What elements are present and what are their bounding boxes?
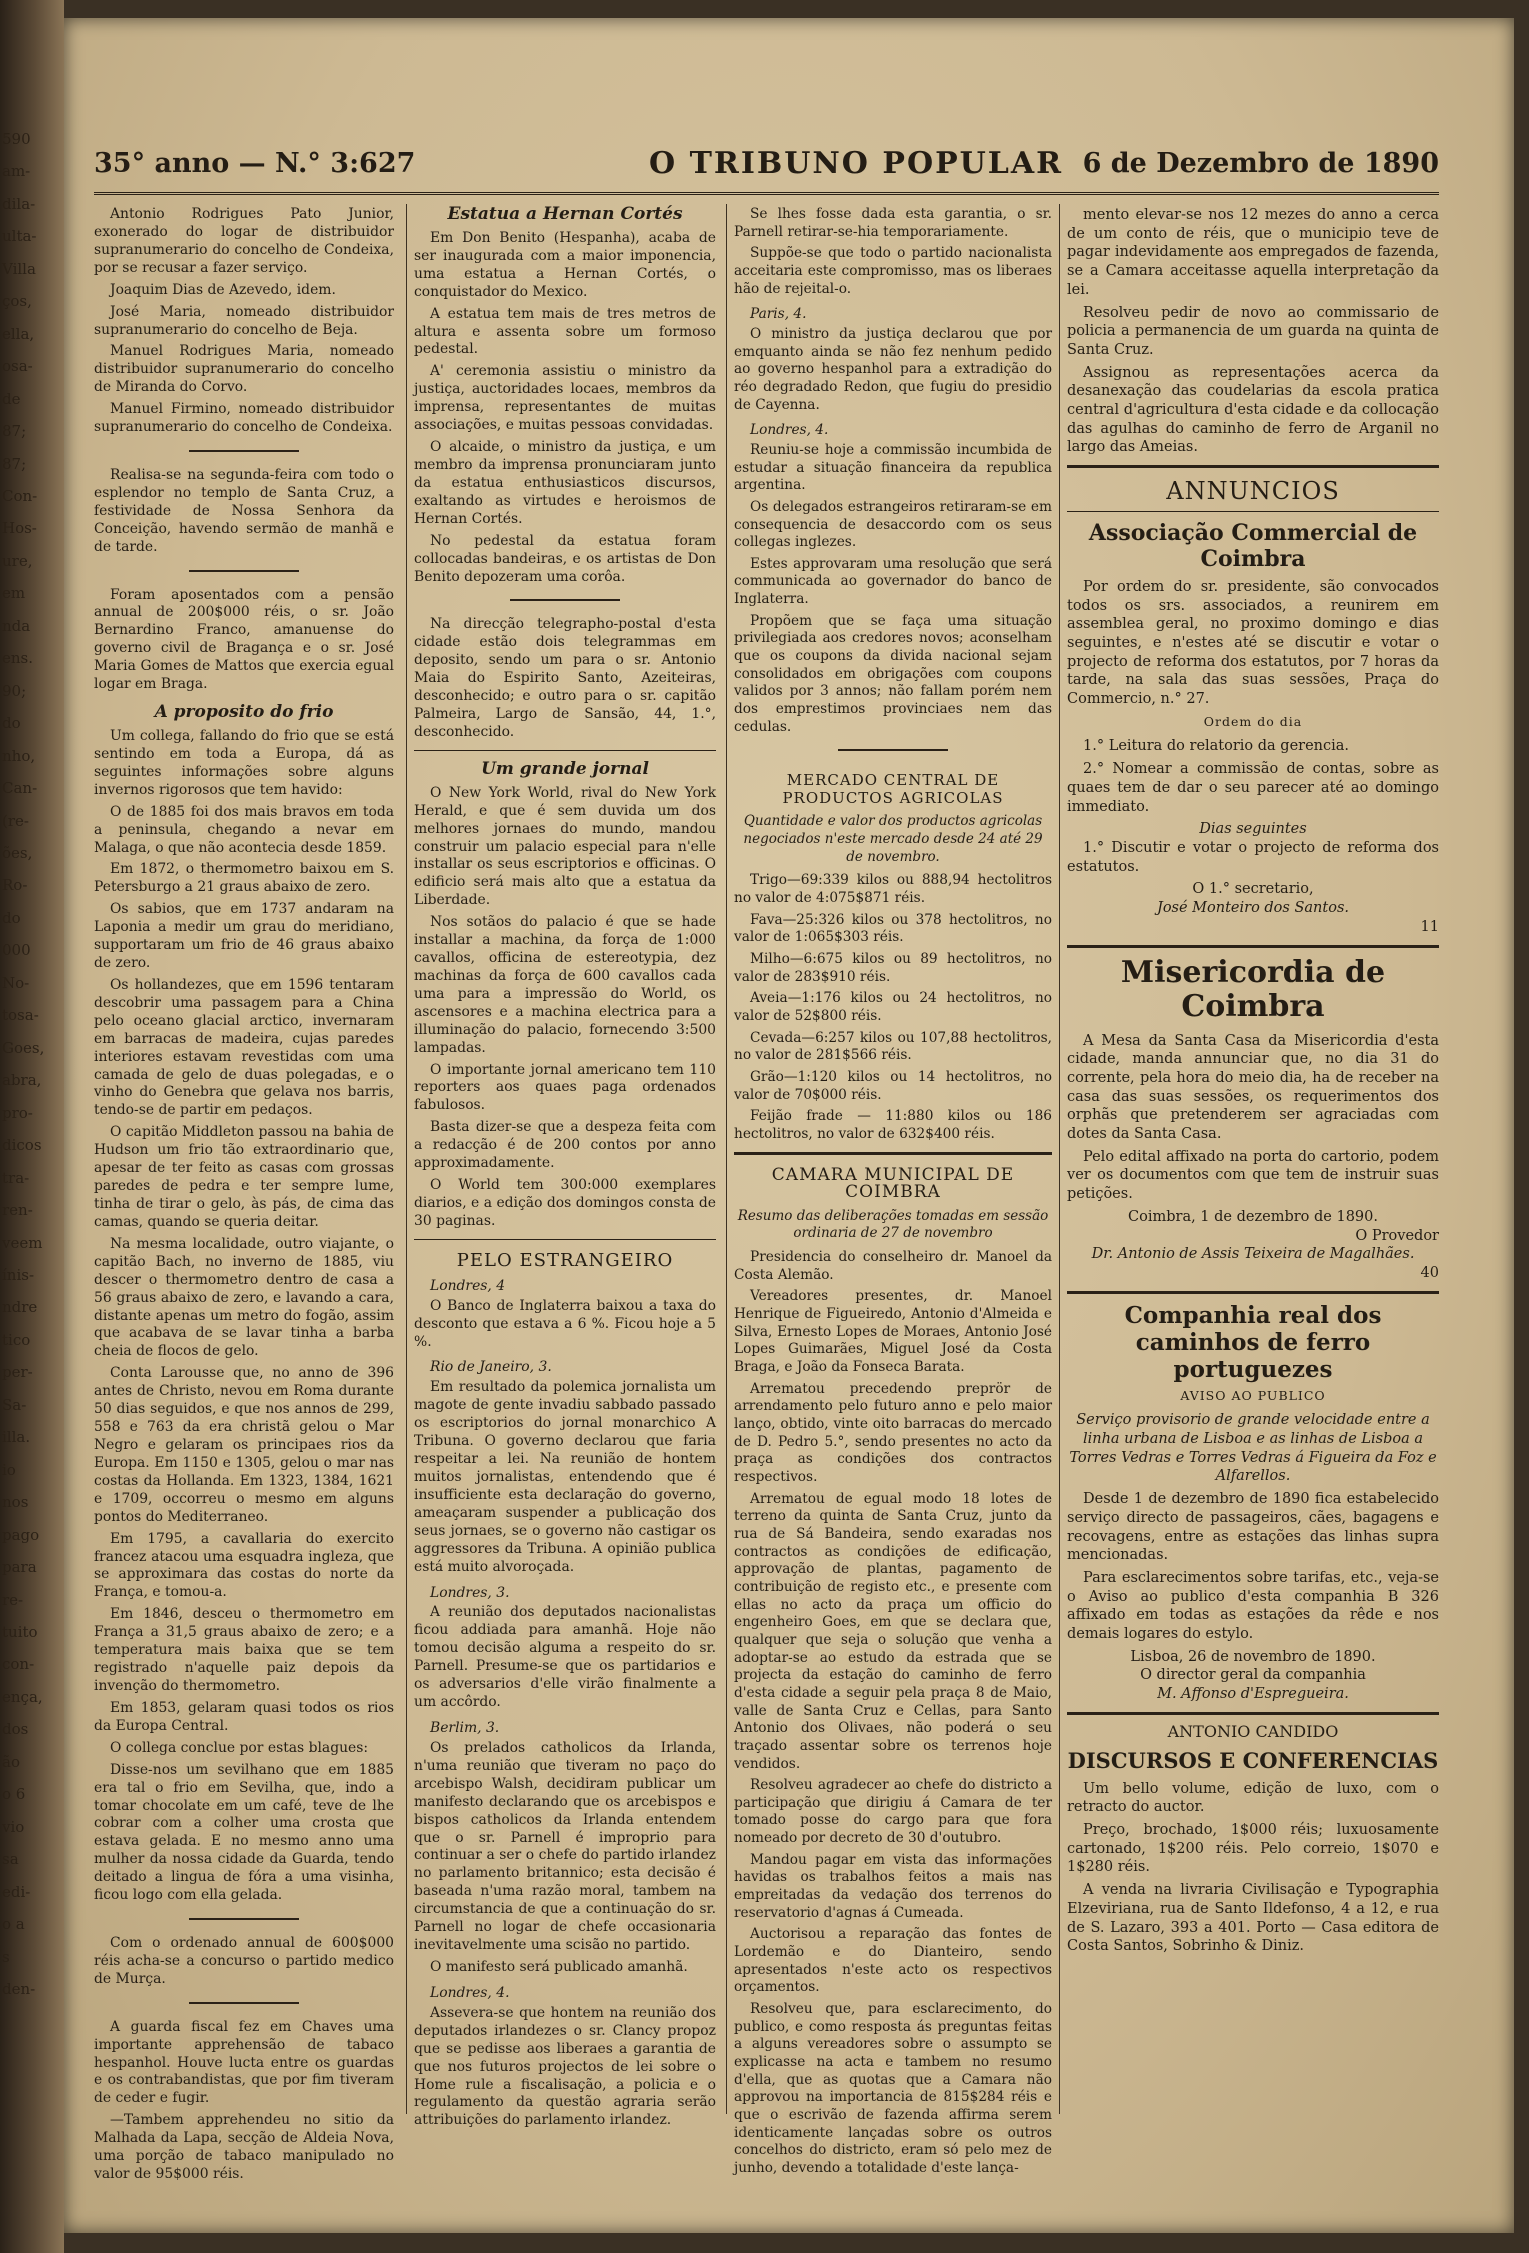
paragraph: Antonio Rodrigues Pato Junior, exonerado do logar de distribuidor supranumerario do concelho de Condeixa, por se recusar a fazer serviço.: [94, 206, 394, 276]
paragraph: A reunião dos deputados nacionalistas ficou addiada para amanhã. Hoje não tomou decisão alguma a respeito do sr. Parnell. Presume-se que os partidarios e os adversarios d'elle virão finalmente a um accôrdo.: [414, 1604, 716, 1711]
paragraph: Em 1853, gelaram quasi todos os rios da Europa Central.: [94, 1699, 394, 1734]
adjacent-page-fragment: Goes,: [2, 1039, 45, 1057]
adjacent-page-fragment: den-: [2, 1980, 36, 1998]
adjacent-page-fragment: No-: [2, 974, 30, 992]
article-heading: A proposito do frio: [154, 702, 334, 723]
adjacent-page-fragment: tuito: [2, 1623, 38, 1641]
adjacent-page-fragment: Can-: [2, 779, 38, 797]
paragraph: Manuel Rodrigues Maria, nomeado distribuidor supranumerario do concelho de Miranda do Corvo.: [94, 343, 394, 396]
paragraph: O New York World, rival do New York Herald, e que é sem duvida um dos melhores jornaes do mundo, mandou construir um palacio especial para n'elle installar os seus escriptorios e officinas. O edificio será mais alto que a estatua da Liberdade.: [414, 784, 716, 909]
paragraph: Joaquim Dias de Azevedo, idem.: [110, 281, 336, 298]
adjacent-page-fragment: ella,: [2, 325, 35, 343]
paragraph: Trigo—69:339 kilos ou 888,94 hectolitros no valor de 4:075$871 réis.: [734, 872, 1052, 906]
paragraph: O alcaide, o ministro da justiça, e um membro da imprensa pronunciaram junto da estatua enthusiasticos discursos, exaltando as virtudes e heroismos de Hernan Cortés.: [414, 439, 716, 527]
separator: [1067, 465, 1439, 468]
paragraph: Estes approvaram uma resolução que será communicada ao governador do banco de Inglaterra.: [734, 555, 1052, 608]
paragraph: Mandou pagar em vista das informações havidas os trabalhos feitos a mais nas empreitadas da vedação dos terrenos do reservatorio d'agnas á Cumeada.: [734, 1851, 1052, 1921]
dateline: Londres, 4: [430, 1277, 506, 1294]
paragraph: Realisa-se na segunda-feira com todo o esplendor no templo de Santa Cruz, a festividade de Nossa Senhora da Conceição, havendo sermão de manhã e de tarde.: [94, 466, 394, 555]
paragraph: 1.° Leitura do relatorio da gerencia.: [1083, 738, 1350, 755]
adjacent-page-fragment: nos: [2, 1493, 29, 1511]
paragraph: Se lhes fosse dada esta garantia, o sr. Parnell retirar-se-hia temporariamente.: [734, 206, 1052, 240]
paragraph: Suppõe-se que todo o partido nacionalista acceitaria este compromisso, mas os liberaes hão de rejeital-o.: [734, 245, 1052, 297]
paragraph: Propõem que se faça uma situação privilegiada aos credores novos; aconselham que os coupons da divida nacional sejam consolidados em obrigações com coupons validos por 3 annos; não fallam porém nem dos emprestimos provinciaes nem das cedulas.: [734, 612, 1052, 735]
issue-date: 6 de Dezembro de 1890: [1082, 148, 1439, 179]
subheading: Quantidade e valor dos productos agricolas negociados n'este mercado desde 24 até 29 de novembro.: [743, 813, 1043, 865]
separator: [734, 742, 1052, 760]
paragraph: No pedestal da estatua foram collocadas bandeiras, e os artistas de Don Benito depozeram uma corôa.: [414, 532, 716, 585]
paragraph: O ministro da justiça declarou que por emquanto ainda se não fez nenhum pedido ao governo hespanhol para a extradição do réo degradado Redon, que fugiu do presidio de Cayenna.: [734, 325, 1052, 413]
separator: [414, 592, 716, 610]
paragraph: O de 1885 foi dos mais bravos em toda a peninsula, chegando a nevar em Malaga, o que não acontecia desde 1859.: [94, 803, 394, 856]
paragraph: Para esclarecimentos sobre tarifas, etc., veja-se o Aviso ao publico d'esta companhia B 326 affixado em todas as estações da rêde e nos demais logares do estylo.: [1067, 1569, 1439, 1643]
issue-number: 35° anno — N.° 3:627: [94, 148, 416, 179]
paragraph: Conta Larousse que, no anno de 396 antes de Christo, nevou em Roma durante 50 dias seguidos, e que nos annos de 299, 558 e 763 da era christã gelou o Mar Negro e gelaram os principaes rios da Europa. Em 1150 e 1305, gelou o mar nas costas da Hollanda. Em 1323, 1384, 1621 e 1709, occorreu o mesmo em alguns pontos do Mediterraneo.: [94, 1365, 394, 1525]
section-heading: PELO ESTRANGEIRO: [456, 1249, 674, 1271]
signature-name: M. Affonso d'Espregueira.: [1157, 1686, 1349, 1703]
adjacent-page-fragment: 90;: [2, 682, 27, 700]
paragraph: Milho—6:675 kilos ou 89 hectolitros, no valor de 283$910 réis.: [734, 950, 1052, 985]
signature-name: Dr. Antonio de Assis Teixeira de Magalhães.: [1091, 1246, 1415, 1263]
adjacent-page-fragment: Ro-: [2, 876, 28, 894]
column-3: [734, 206, 1052, 2182]
column-1: [94, 206, 394, 2188]
adjacent-page-fragment: pro-: [2, 1104, 33, 1122]
paragraph: Desde 1 de dezembro de 1890 fica estabelecido serviço directo de passageiros, cães, bagagens e recovagens, entre as estações das linhas supra mencionadas.: [1067, 1491, 1439, 1564]
adjacent-page-fragment: abra,: [2, 1071, 42, 1089]
subheading: Dias seguintes: [1199, 821, 1307, 838]
adjacent-page-fragment: 87;: [2, 455, 27, 473]
paragraph: mento elevar-se nos 12 mezes do anno a cerca de um conto de réis, que o municipio teve de pagar indevidamente aos empregados de fazenda, se a Camara acceitasse aquella interpretação da lei.: [1067, 207, 1439, 298]
paragraph: Presidencia do conselheiro dr. Manoel da Costa Alemão.: [734, 1249, 1052, 1283]
adjacent-page-fragment: o 6: [2, 1785, 26, 1803]
adjacent-page-fragment: ure,: [2, 552, 33, 570]
signature-title: O 1.° secretario,: [1192, 881, 1314, 898]
paragraph: 2.° Nomear a commissão de contas, sobre as quaes tem de dar o seu parecer até ao domingo immediato.: [1067, 761, 1439, 815]
paragraph: Disse-nos um sevilhano que em 1885 era tal o frio em Sevilha, que, indo a tomar chocolate em um café, teve de lhe cobrar com a colher uma crosta que estava gelada. E no mesmo anno uma mulher da nossa cidade da Guarda, tendo deitado a lingua de fóra a uma visinha, ficou logo com ella gelada.: [94, 1761, 394, 1904]
section-heading: ANNUNCIOS: [1166, 477, 1340, 506]
paragraph: O manifesto será publicado amanhã.: [430, 1958, 688, 1975]
paragraph: Os sabios, que em 1737 andaram na Laponia a medir um grau do meridiano, supportaram um frio de 46 graus abaixo de zero.: [94, 901, 394, 972]
paragraph: Resolveu que, para esclarecimento, do publico, e como resposta ás preguntas feitas a alguns vereadores sobre o assumpto se explicasse na acta e tambem no resumo d'ella, que as quotas que a Camara não approvou na importancia de 815$284 réis e que o escrivão de fazenda affirma serem identicamente lançadas sobre os outros concelhos do districto, eram só pelo mez de junho, devendo a totalidade d'este lança-: [734, 2001, 1052, 2176]
paragraph: Em 1846, desceu o thermometro em França a 31,5 graus abaixo de zero; e a temperatura mais baixa que se tem registrado n'aquelle paiz depois da invenção do thermometro.: [94, 1606, 394, 1694]
adjacent-page-fragment: re-: [2, 1591, 24, 1609]
separator: [1067, 945, 1439, 948]
column-divider: [726, 204, 727, 2114]
adjacent-page-fragment: per-: [2, 1363, 33, 1381]
ad-heading: DISCURSOS E CONFERENCIAS: [1067, 1747, 1439, 1773]
ad-heading: Companhia real dos caminhos de ferro portuguezes: [1124, 1301, 1382, 1383]
separator: [1067, 1291, 1439, 1294]
signature-title: O Provedor: [1355, 1227, 1439, 1244]
separator: [414, 1239, 716, 1240]
subheading: AVISO AO PUBLICO: [1180, 1387, 1326, 1403]
separator: [94, 443, 394, 461]
paragraph: Os hollandezes, que em 1596 tentaram descobrir uma passagem para a China pelo oceano glacial arctico, invernaram em barracas de madeira, cujas paredes interiores estavam revestidas com uma camada de gelo de duas polegadas, e o vinho do Genebra que gelava nos barris, tendo-se de partir em pedaços.: [94, 976, 394, 1119]
paragraph: Reuniu-se hoje a commissão incumbida de estudar a situação financeira da republica argentina.: [734, 441, 1052, 494]
paragraph: Em resultado da polemica jornalista um magote de gente invadiu sabbado passado os escriptorios do jornal monarchico A Tribuna. O governo declarou que faria respeitar a lei. Na reunião de hontem muitos jornalistas, entendendo que é insufficiente esta declaração do governo, ameaçaram suspender a publicação dos seus jornaes, se o governo não castigar os aggressores da Tribuna. A opinião publica está muito alvoroçada.: [414, 1379, 716, 1575]
paragraph: Assignou as representações acerca da desanexação das coudelarias da escola pratica central d'agricultura d'esta cidade e da collocação das agulhas do caminho de ferro de Arganil no largo das Ameias.: [1067, 364, 1439, 456]
paragraph: O Banco de Inglaterra baixou a taxa do desconto que estava a 6 %. Ficou hoje a 5 %.: [414, 1297, 716, 1350]
adjacent-page-fragment: ença,: [2, 1688, 43, 1706]
adjacent-page-fragment: (re-: [2, 812, 29, 830]
separator: [414, 750, 716, 751]
paragraph: Em 1872, o thermometro baixou em S. Petersburgo a 21 graus abaixo de zero.: [94, 861, 394, 896]
dateline: Paris, 4.: [750, 306, 807, 323]
newspaper-title: O TRIBUNO POPULAR: [649, 146, 1064, 181]
paragraph: Fava—25:326 kilos ou 378 hectolitros, no valor de 1:065$303 réis.: [734, 911, 1052, 946]
paragraph: O importante jornal americano tem 110 reporters aos quaes paga ordenados fabulosos.: [414, 1061, 716, 1114]
paragraph: Resolveu agradecer ao chefe do districto a participação que dirigiu á Camara de ter tomado posse do cargo para que fora nomeado por decreto de 30 d'outubro.: [734, 1777, 1052, 1847]
adjacent-page-fragment: illa.: [2, 1428, 31, 1446]
adjacent-page-fragment: para: [2, 1558, 37, 1576]
adjacent-page-fragment: tosa-: [2, 1006, 39, 1024]
paragraph: Um collega, fallando do frio que se está sentindo em toda a Europa, dá as seguintes informações sobre alguns invernos rigorosos que tem havido:: [94, 727, 394, 798]
separator: [1067, 511, 1439, 512]
paragraph: Vereadores presentes, dr. Manoel Henrique de Figueiredo, Antonio d'Almeida e Silva, Ernesto Lopes de Moraes, Antonio José Lopes Guimarães, Miguel José da Costa Braga, e João da Fonseca Barata.: [734, 1288, 1052, 1376]
paragraph: Pelo edital affixado na porta do cartorio, podem ver os documentos com que tem de instruir suas petições.: [1067, 1148, 1439, 1203]
paragraph: Auctorisou a reparação das fontes de Lordemão e do Dianteiro, sendo apresentados n'este acto os respectivos orçamentos.: [734, 1926, 1052, 1996]
adjacent-page-fragment: Villa: [2, 260, 36, 278]
paragraph: Nos sotãos do palacio é que se hade installar a machina, da força de 1:000 cavallos, officina de estereotypia, dez machinas da força de 600 cavallos cada uma para a impressão do World, os ascensores e a machina electrica para a illuminação do palacio, fornecendo 3:500 lampadas.: [414, 914, 716, 1056]
paragraph: Basta dizer-se que a despeza feita com a redacção é de 200 contos por anno approximadamente.: [414, 1119, 716, 1172]
adjacent-page-fragment: ão: [2, 1753, 20, 1771]
separator: [94, 1995, 394, 2013]
paragraph: Arrematou precedendo preprör de arrendamento pelo futuro anno e pelo maior lanço, obtido, vinte oito barracas do mercado de D. Pedro 5.°, sendo presentes no acto da praça as condições dos contractos respectivos.: [734, 1380, 1052, 1485]
paragraph: O collega conclue por estas blagues:: [110, 1739, 369, 1756]
adjacent-page-fragment: sa: [2, 1850, 19, 1868]
adjacent-page-fragment: nho,: [2, 747, 36, 765]
paragraph: O capitão Middleton passou na bahia de Hudson um frio tão extraordinario que, apesar de ter feito as casas com grossas paredes de pedra e ter sempre lume, tinha de tirar o gelo, às pás, de cima das camas, quando se queria deitar.: [94, 1124, 394, 1230]
adjacent-page-fragment: nda: [2, 617, 31, 635]
column-divider: [1059, 204, 1060, 2114]
adjacent-page-fragment: em: [2, 584, 26, 602]
dateline: Londres, 4.: [750, 422, 829, 439]
adjacent-page-edge: [0, 0, 64, 2253]
ad-number: 40: [1420, 1264, 1439, 1281]
paragraph: Serviço provisorio de grande velocidade entre a linha urbana de Lisboa e as linhas de Lisboa a Torres Vedras e Torres Vedras á Figueira da Foz e Alfarellos.: [1069, 1412, 1437, 1485]
paragraph: Assevera-se que hontem na reunião dos deputados irlandezes o sr. Clancy propoz que se pedisse aos liberaes a garantia de que nos futuros projectos de lei sobre o Home rule a fiscalisação, a policia e o regulamento da questão agraria serão attribuições do parlamento irlandez.: [414, 2004, 716, 2129]
paragraph: A' ceremonia assistiu o ministro da justiça, auctoridades locaes, membros da imprensa, representantes de muitas associações, e muitas pessoas convidadas.: [414, 363, 716, 434]
paragraph: Em 1795, a cavallaria do exercito francez atacou uma esquadra ingleza, que se approximara das costas do norte da França, e tomou-a.: [94, 1530, 394, 1601]
adjacent-page-fragment: osa-: [2, 357, 33, 375]
adjacent-page-fragment: s: [2, 1948, 10, 1966]
paragraph: Na mesma localidade, outro viajante, o capitão Bach, no inverno de 1885, viu descer o thermometro dentro de casa a 56 graus abaixo de zero, e lavando a cara, distante apenas um metro do fogão, assim que acabava de se lavar tinha a barba cheia de flocos de gelo.: [94, 1235, 394, 1360]
adjacent-page-fragment: ndre: [2, 1298, 38, 1316]
paragraph: Manuel Firmino, nomeado distribuidor supranumerario do concelho de Condeixa.: [94, 401, 394, 436]
paragraph: Com o ordenado annual de 600$000 réis acha-se a concurso o partido medico de Murça.: [94, 1934, 394, 1987]
adjacent-page-fragment: pago: [2, 1526, 40, 1544]
paragraph: A venda na livraria Civilisação e Typographia Elzeviriana, rua de Santo Ildefonso, 4 a 12, e rua de S. Lazaro, 393 a 401. Porto — Casa editora de Costa Santos, Sobrinho & Diniz.: [1067, 1882, 1439, 1955]
adjacent-page-fragment: 000: [2, 941, 31, 959]
subheading: Ordem do dia: [1203, 713, 1303, 729]
paragraph: Em Don Benito (Hespanha), acaba de ser inaugurada com a maior imponencia, uma estatua a Hernan Cortés, o conquistador do Mexico.: [414, 229, 716, 300]
paragraph: Cevada—6:257 kilos ou 107,88 hectolitros, no valor de 281$566 réis.: [734, 1029, 1052, 1064]
ad-heading: ANTONIO CANDIDO: [1167, 1721, 1339, 1741]
paragraph: —Tambem apprehendeu no sitio da Malhada da Lapa, secção de Aldeia Nova, uma porção de tabaco manipulado no valor de 95$000 réis.: [94, 2112, 394, 2183]
paragraph: Foram aposentados com a pensão annual de 200$000 réis, o sr. João Bernardino Franco, amanuense do governo civil de Bragança e o sr. José Maria Gomes de Mattos que exercia egual logar em Braga.: [94, 586, 394, 693]
adjacent-page-fragment: ínis-: [2, 1266, 35, 1284]
adjacent-page-fragment: ulta-: [2, 227, 37, 245]
adjacent-page-fragment: con-: [2, 1655, 35, 1673]
column-4: [1067, 206, 1439, 1960]
adjacent-page-fragment: edi-: [2, 1883, 31, 1901]
signature-title: O director geral da companhia: [1140, 1667, 1366, 1684]
adjacent-page-fragment: io: [2, 1461, 16, 1479]
paragraph: O World tem 300:000 exemplares diarios, e a edição dos domingos consta de 30 paginas.: [414, 1177, 716, 1229]
adjacent-page-fragment: dos: [2, 1720, 29, 1738]
ad-number: 11: [1420, 918, 1439, 935]
adjacent-page-fragment: ren-: [2, 1201, 33, 1219]
adjacent-page-fragment: 87;: [2, 422, 27, 440]
adjacent-page-fragment: vio: [2, 1818, 25, 1836]
paragraph: A guarda fiscal fez em Chaves uma importante apprehensão de tabaco hespanhol. Houve lucta entre os guardas e os contrabandistas, que por fim tiveram de ceder e fugir.: [94, 2018, 394, 2107]
adjacent-page-fragment: dila-: [2, 195, 36, 213]
paragraph: Os delegados estrangeiros retiraram-se em consequencia de desaccordo com os seus collegas inglezes.: [734, 498, 1052, 551]
newspaper-page: [64, 18, 1514, 2233]
paragraph: Resolveu pedir de novo ao commissario de policia a permanencia de um guarda na quinta de Santa Cruz.: [1067, 304, 1439, 358]
adjacent-page-fragment: tra-: [2, 1169, 30, 1187]
separator: [734, 1152, 1052, 1155]
paragraph: 1.° Discutir e votar o projecto de reforma dos estatutos.: [1067, 839, 1439, 875]
paragraph: Por ordem do sr. presidente, são convocados todos os srs. associados, a reunirem em assemblea geral, no proximo domingo e dias seguintes, e n'estes até se discutir e votar o projecto de reforma dos estatutos, por 7 horas da tarde, na sala das suas sessões, Praça do Commercio, n.° 27.: [1067, 578, 1439, 708]
adjacent-page-fragment: Con-: [2, 487, 38, 505]
signature-name: José Monteiro dos Santos.: [1157, 900, 1349, 917]
column-divider: [406, 204, 407, 2114]
paragraph: A Mesa da Santa Casa da Misericordia d'esta cidade, manda annunciar que, no dia 31 do corrente, pela hora do meio dia, ha de receber na casa das suas sessões, os requerimentos dos orphãs que pretenderem ser agraciadas com dotes da Santa Casa.: [1067, 1032, 1439, 1143]
adjacent-page-fragment: tico: [2, 1331, 31, 1349]
adjacent-page-fragment: ens.: [2, 649, 34, 667]
adjacent-page-fragment: Hos-: [2, 519, 37, 537]
ad-heading: Misericordia de Coimbra: [1120, 954, 1386, 1024]
paragraph: Na direcção telegrapho-postal d'esta cidade estão dois telegrammas em deposito, sendo um para o sr. Antonio Maia do Espirito Santo, Azeiteiras, desconhecido; e outro para o sr. capitão Palmeira, Largo de Sansão, 44, 1.°, desconhecido.: [414, 616, 716, 740]
adjacent-page-fragment: am-: [2, 162, 31, 180]
article-heading: Um grande jornal: [481, 758, 649, 779]
adjacent-page-fragment: o a: [2, 1915, 25, 1933]
adjacent-page-fragment: de: [2, 390, 21, 408]
section-heading: MERCADO CENTRAL DE PRODUCTOS AGRICOLAS: [782, 771, 1004, 807]
paragraph: Preço, brochado, 1$000 réis; luxuosamente cartonado, 1$200 réis. Pelo correio, 1$070 e 1$280 réis.: [1067, 1822, 1439, 1876]
paragraph: Aveia—1:176 kilos ou 24 hectolitros, no valor de 52$800 réis.: [734, 990, 1052, 1024]
column-2: [414, 206, 716, 2134]
adjacent-page-fragment: dicos: [2, 1136, 42, 1154]
adjacent-page-fragment: Sa-: [2, 1396, 27, 1414]
article-heading: Estatua a Hernan Cortés: [447, 204, 683, 224]
dateline: Rio de Janeiro, 3.: [430, 1359, 552, 1376]
ad-heading: Associação Commercial de Coimbra: [1088, 519, 1418, 572]
dateline: Berlim, 3.: [430, 1719, 500, 1736]
adjacent-page-fragment: ços,: [2, 292, 32, 310]
adjacent-page-fragment: veem: [2, 1234, 43, 1252]
date-line: Lisboa, 26 de novembro de 1890.: [1130, 1648, 1376, 1665]
adjacent-page-fragment: do: [2, 909, 21, 927]
separator: [1067, 1712, 1439, 1715]
paragraph: Feijão frade — 11:880 kilos ou 186 hectolitros, no valor de 632$400 réis.: [734, 1108, 1052, 1142]
masthead: [94, 130, 1439, 181]
dateline: Londres, 4.: [430, 1984, 510, 2001]
paragraph: Grão—1:120 kilos ou 14 hectolitros, no valor de 70$000 réis.: [734, 1068, 1052, 1103]
paragraph: Arrematou de egual modo 18 lotes de terreno da quinta de Santa Cruz, junto da rua de Sá Bandeira, sendo exaradas nos contractos as condições de edificação, approvação de plantas, pagamento de contribuição de registo etc., e presente com ellas no acto da praça um officio do engenheiro Goes, em que se declara que, qualquer que seja o solução que venha a adoptar-se ao estudo da estrada que se projecta da estação do caminho de ferro d'esta cidade a seguir pela praça 8 de Maio, valle de Santa Cruz e Cellas, para Santo Antonio dos Olivaes, não poderá o seu traçado assentar sobre os terrenos hoje vendidos.: [734, 1490, 1052, 1772]
masthead-rule: [94, 192, 1439, 195]
paragraph: José Maria, nomeado distribuidor supranumerario do concelho de Beja.: [94, 303, 394, 338]
paragraph: Um bello volume, edição de luxo, com o retracto do auctor.: [1067, 1780, 1439, 1816]
paragraph: A estatua tem mais de tres metros de altura e assenta sobre um formoso pedestal.: [414, 305, 716, 358]
adjacent-page-fragment: ões,: [2, 844, 33, 862]
adjacent-page-fragment: do: [2, 714, 21, 732]
adjacent-page-fragment: 590: [2, 130, 31, 148]
subheading: Resumo das deliberações tomadas em sessão ordinaria de 27 de novembro: [737, 1207, 1049, 1242]
separator: [94, 563, 394, 581]
paragraph: Os prelados catholicos da Irlanda, n'uma reunião que tiveram no paço do arcebispo Walsh, decidiram publicar um manifesto declarando que os arcebispos e bispos catholicos da Irlanda entendem que o sr. Parnell é improprio para continuar a ser o chefe do partido irlandez no parlamento britannico; esta decisão é baseada n'uma razão moral, tambem na circumstancia de que a continuação do sr. Parnell no logar de chefe occasionaria inevitavelmente uma scisão no partido.: [414, 1739, 716, 1954]
separator: [94, 1911, 394, 1929]
date-line: Coimbra, 1 de dezembro de 1890.: [1128, 1208, 1378, 1225]
dateline: Londres, 3.: [430, 1584, 510, 1601]
section-heading: CAMARA MUNICIPAL DE COIMBRA: [771, 1164, 1015, 1203]
